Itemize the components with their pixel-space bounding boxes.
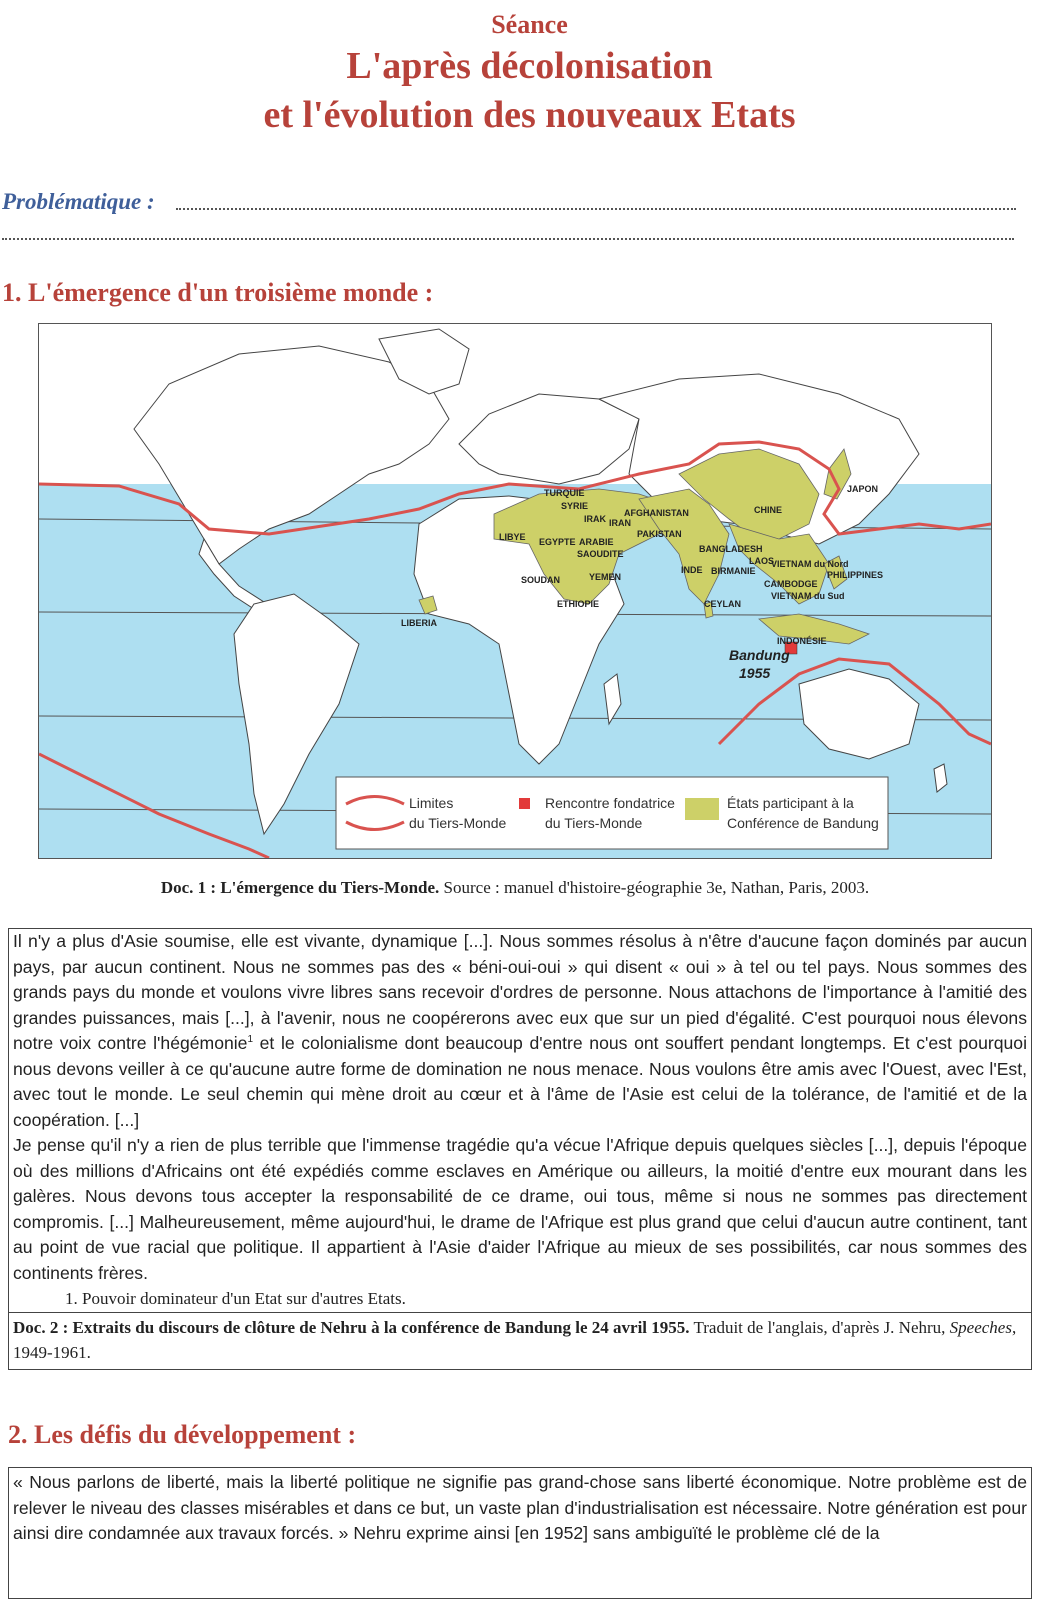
country-label: CHINE xyxy=(754,505,783,515)
country-label: TURQUIE xyxy=(544,488,585,498)
page-title-line2: et l'évolution des nouveaux Etats xyxy=(263,94,796,136)
section2-heading: 2. Les défis du développement : xyxy=(8,1420,357,1449)
legend-meeting-line2: du Tiers-Monde xyxy=(545,815,643,831)
country-label: CEYLAN xyxy=(704,599,742,609)
legend-participants-symbol xyxy=(685,798,719,820)
doc2-paragraph1 xyxy=(9,929,1031,1133)
country-label: SAOUDITE xyxy=(577,549,624,559)
doc2-caption-rest2: , 1949-1961. xyxy=(13,1317,1017,1362)
legend-participants-line2: Conférence de Bandung xyxy=(727,815,879,831)
doc2-paragraph1-part2: et le colonialisme dont beaucoup d'entre nous ont souffert pendant longtemps. Et c'est pourquoi nous devons veiller à ce qu'aucune autre forme de domination ne nous menace. Nous voulons être amis avec l'Ouest, avec l'Est, avec tout le monde. Le seul chemin qui mène droit au cœur et à l'âme de l'Asie est celui de la tolérance, de l'amitié et de la coopération. [...] xyxy=(13,1033,1027,1130)
country-label: LIBYE xyxy=(499,532,526,542)
doc2-paragraph1-part1: Il n'y a plus d'Asie soumise, elle est vivante, dynamique [...]. Nous sommes résolus à n'être d'aucune façon dominés par aucun pays, par aucun continent. Nous ne sommes pas des « béni-oui-oui » qui disent « oui » à tel ou tel pays. Nous sommes des grands pays du monde et voulons vivre libres sans recevoir d'ordres de personne. Nous attachons de l'importance à l'amitié des grandes puissances, mais [...], à l'avenir, nous ne coopérerons avec eux que sur un pied d'égalité. C'est pourquoi nous élevons notre voix contre l'hégémonie xyxy=(13,931,1027,1053)
country-label: LAOS xyxy=(749,556,775,566)
country-label: EGYPTE xyxy=(539,537,576,547)
doc2-caption-italic: Speeches xyxy=(949,1317,1012,1337)
legend-limits-line1: Limites xyxy=(409,795,454,811)
country-label: ARABIE xyxy=(579,537,614,547)
session-label: Séance xyxy=(491,10,568,39)
country-label: VIETNAM du Sud xyxy=(771,591,845,601)
country-label: IRAK xyxy=(584,514,606,524)
section2-quote: « Nous parlons de liberté, mais la liberté politique ne signifie pas grand-chose sans liberté économique. Notre problème est de relever le niveau des classes misérables et dans ce but, un vaste plan d'industrialisation est nécessaire. Notre génération est pour ainsi dire condamnée aux travaux forcés. » Nehru exprime ainsi [en 1952] sans ambiguïté le problème clé de la xyxy=(13,1472,1027,1543)
country-label: LIBERIA xyxy=(401,618,437,628)
map-legend xyxy=(336,777,888,849)
country-label: CAMBODGE xyxy=(764,579,818,589)
problematique-answer-line-2[interactable] xyxy=(2,238,1014,240)
doc2-footnote: 1. Pouvoir dominateur d'un Etat sur d'autres Etats. xyxy=(65,1289,406,1308)
country-label: YEMEN xyxy=(589,572,622,582)
bandung-label: Bandung xyxy=(729,647,790,663)
doc2-caption-rest1: Traduit de l'anglais, d'après J. Nehru, xyxy=(689,1317,950,1337)
country-label: BANGLADESH xyxy=(699,544,763,554)
doc2-caption-title: Doc. 2 : Extraits du discours de clôture de Nehru à la conférence de Bandung le 24 avril 1955. xyxy=(13,1317,690,1337)
problematique-label: Problématique : xyxy=(2,189,155,214)
problematique-answer-line-1[interactable] xyxy=(176,208,1016,210)
country-label: PHILIPPINES xyxy=(827,570,884,580)
country-label: VIETNAM du Nord xyxy=(771,559,849,569)
country-label: AFGHANISTAN xyxy=(624,508,689,518)
country-label: ETHIOPIE xyxy=(557,599,600,609)
legend-meeting-symbol xyxy=(519,798,530,809)
country-label: PAKISTAN xyxy=(637,529,682,539)
country-label: SOUDAN xyxy=(521,575,561,585)
country-label: INDONÉSIE xyxy=(777,636,827,646)
doc1-caption-title: Doc. 1 : L'émergence du Tiers-Monde. xyxy=(160,878,440,897)
country-label: SYRIE xyxy=(561,501,589,511)
legend-meeting-line1: Rencontre fondatrice xyxy=(545,795,675,811)
doc1-caption xyxy=(0,878,1030,898)
footnote-mark: 1 xyxy=(247,1034,254,1046)
section1-heading: 1. L'émergence d'un troisième monde : xyxy=(2,278,434,307)
page-title-line1: L'après décolonisation xyxy=(346,45,713,87)
doc2-box xyxy=(8,928,1032,1370)
country-label: BIRMANIE xyxy=(711,566,756,576)
country-label: JAPON xyxy=(847,484,879,494)
doc2-caption xyxy=(9,1312,1031,1369)
legend-participants-line1: États participant à la xyxy=(727,795,854,811)
doc2-paragraph2: Je pense qu'il n'y a rien de plus terrible que l'immense tragédie qu'a vécue l'Afrique depuis quelques siècles [...], depuis l'époque où des millions d'Africains ont été expédiés comme esclaves en Amérique ou ailleurs, la moitié d'entre eux mourant dans les galères. Nous devons tous accepter la responsabilité de ce drame, oui tous, même si nous ne sommes pas directement compromis. [...] Malheureusement, même aujourd'hui, le drame de l'Afrique est plus grand que celui d'aucun autre continent, tant au point de vue racial que politique. Il appartient à l'Asie d'aider l'Afrique au mieux de ses possibilités, car nous sommes des continents frères. xyxy=(13,1135,1027,1283)
third-world-map xyxy=(38,323,992,859)
legend-limits-line2: du Tiers-Monde xyxy=(409,815,507,831)
section2-quote-box xyxy=(8,1467,1032,1599)
country-label: IRAN xyxy=(609,518,631,528)
doc1-caption-source: Source : manuel d'histoire-géographie 3e, Nathan, Paris, 2003. xyxy=(439,878,870,897)
bandung-year: 1955 xyxy=(739,665,771,681)
country-label: INDE xyxy=(681,565,703,575)
